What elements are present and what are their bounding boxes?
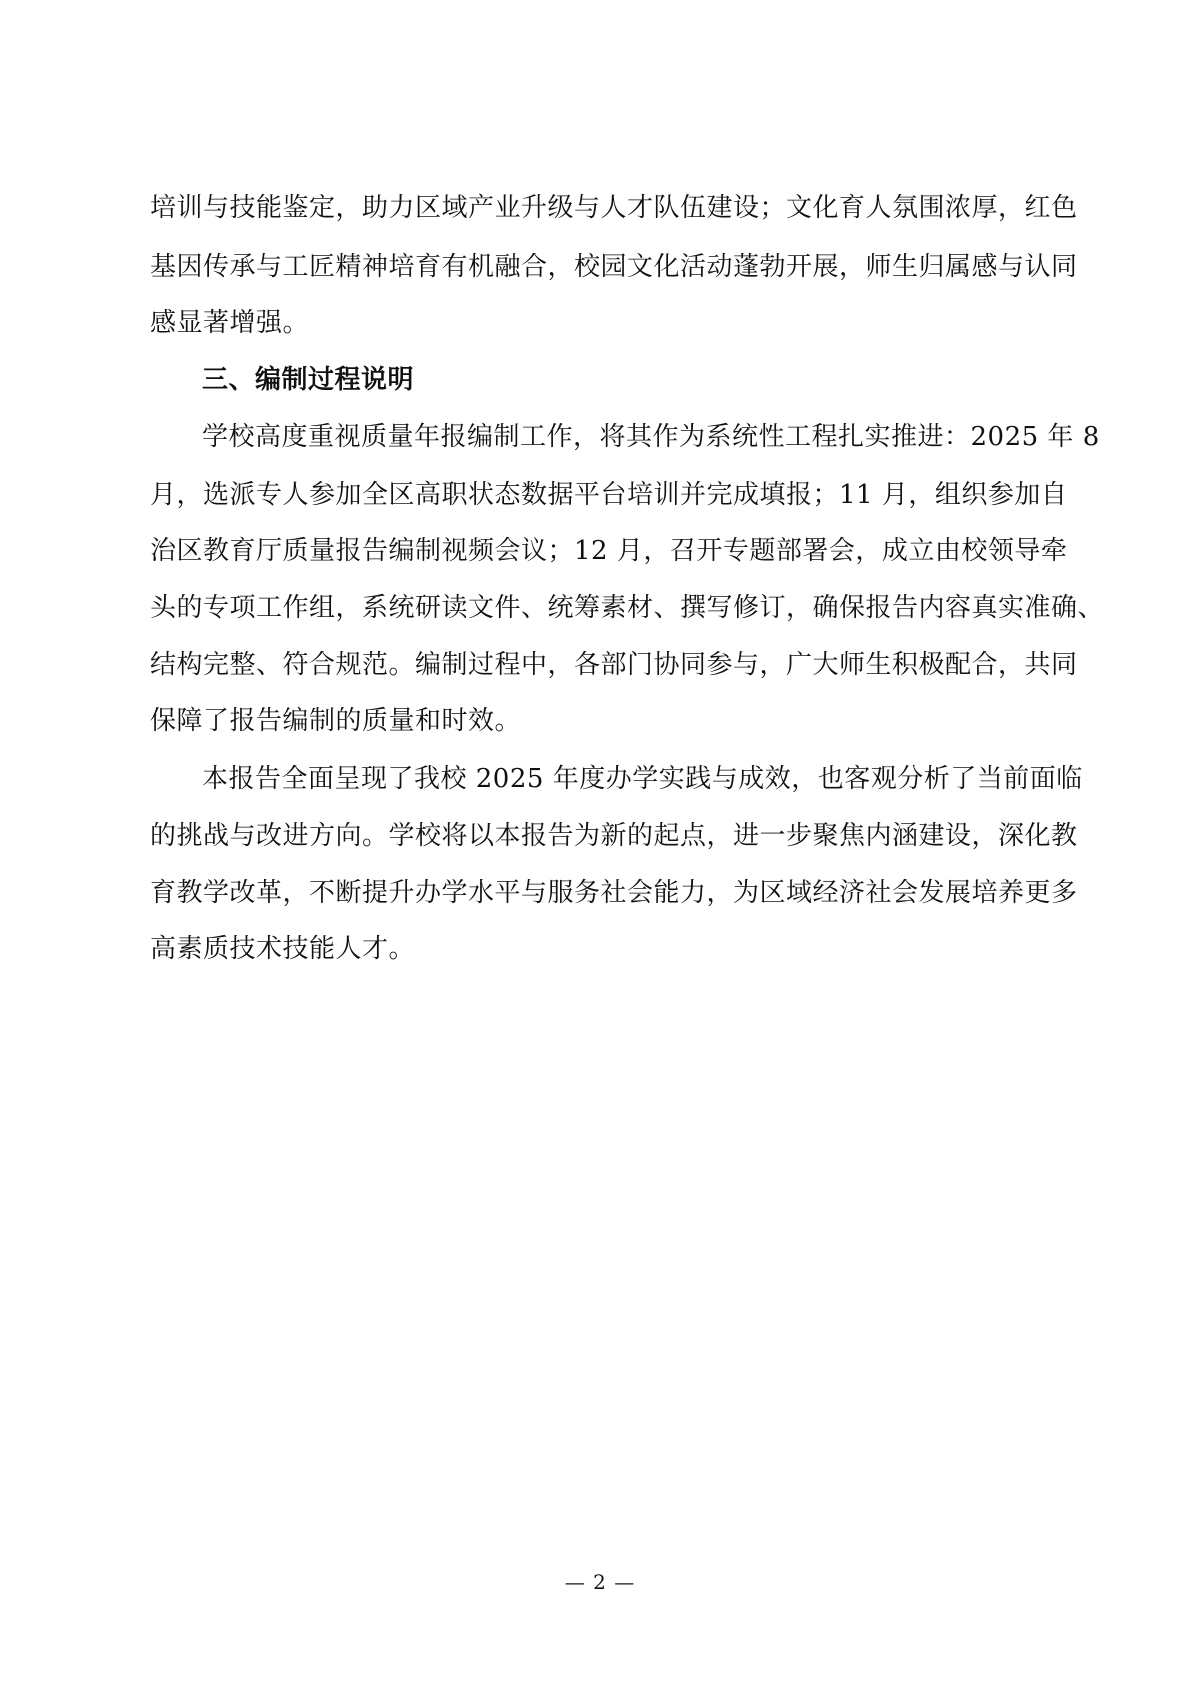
paragraph-line: 的挑战与改进方向。学校将以本报告为新的起点，进一步聚焦内涵建设，深化教 xyxy=(150,821,1078,851)
paragraph-line: 本报告全面呈现了我校 2025 年度办学实践与成效，也客观分析了当前面临 xyxy=(202,764,1083,794)
paragraph-line: 高素质技术技能人才。 xyxy=(150,934,416,964)
paragraph-line: 基因传承与工匠精神培育有机融合，校园文化活动蓬勃开展，师生归属感与认同 xyxy=(150,252,1078,282)
paragraph-line: 培训与技能鉴定，助力区域产业升级与人才队伍建设；文化育人氛围浓厚，红色 xyxy=(150,193,1078,223)
section-heading: 三、编制过程说明 xyxy=(202,365,415,395)
paragraph-line: 结构完整、符合规范。编制过程中，各部门协同参与，广大师生积极配合，共同 xyxy=(150,650,1078,680)
paragraph-line: 治区教育厅质量报告编制视频会议；12 月，召开专题部署会，成立由校领导牵 xyxy=(150,536,1068,566)
paragraph-line: 保障了报告编制的质量和时效。 xyxy=(150,706,522,736)
page-number: — 2 — xyxy=(564,1570,636,1594)
paragraph-line: 月，选派专人参加全区高职状态数据平台培训并完成填报；11 月，组织参加自 xyxy=(150,480,1068,510)
paragraph-line: 育教学改革，不断提升办学水平与服务社会能力，为区域经济社会发展培养更多 xyxy=(150,878,1078,908)
paragraph-line: 头的专项工作组，系统研读文件、统筹素材、撰写修订，确保报告内容真实准确、 xyxy=(150,593,1105,623)
paragraph-line: 学校高度重视质量年报编制工作，将其作为系统性工程扎实推进：2025 年 8 xyxy=(202,422,1100,452)
paragraph-line: 感显著增强。 xyxy=(150,308,310,338)
